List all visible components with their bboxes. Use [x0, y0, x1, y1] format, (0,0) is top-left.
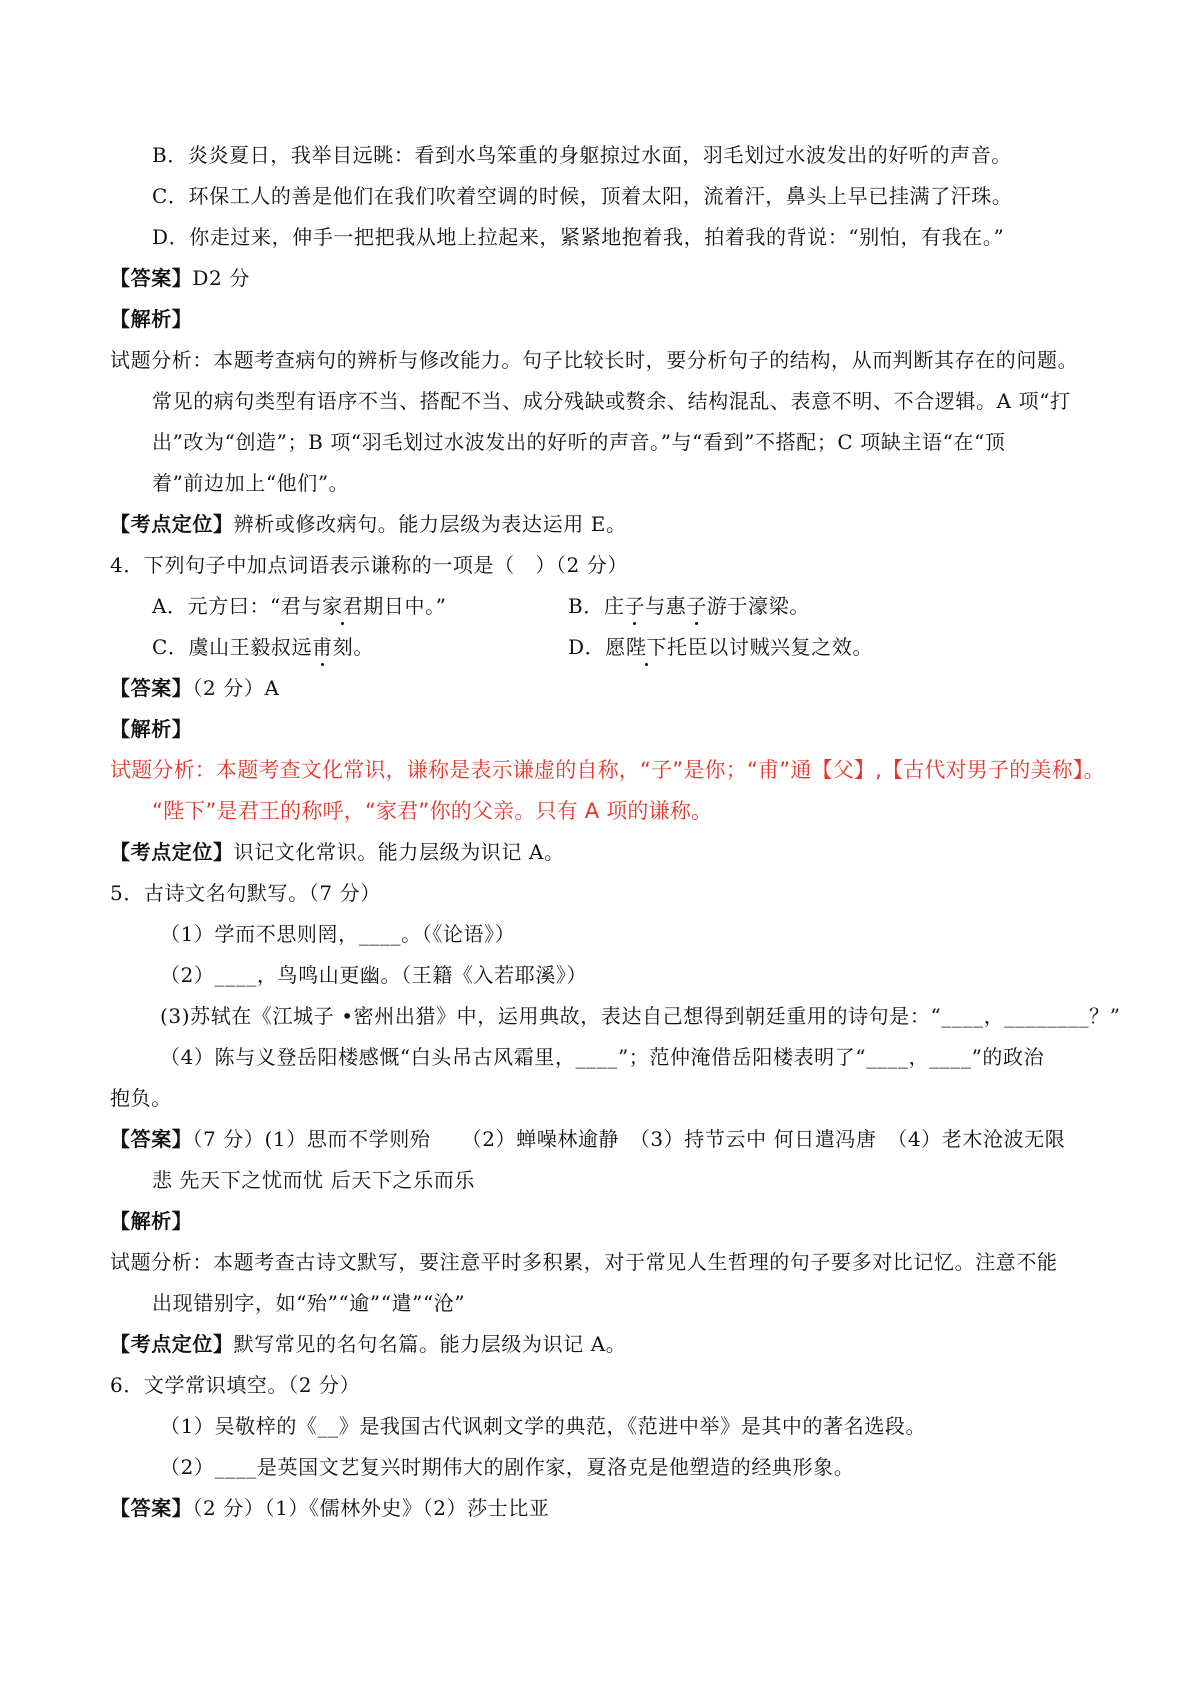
q4-answer-line [110, 674, 280, 702]
q4-point: 识记文化常识。能力层级为识记 A。 [233, 840, 565, 864]
q3-analysis-line-3: 出”改为“创造”；B 项“羽毛划过水波发出的好听的声音。”与“看到”不搭配；C 项缺主语“在“顶 [152, 430, 1006, 454]
q3-analysis-line-4: 着”前边加上“他们”。 [152, 471, 350, 495]
q6-answer-line [110, 1494, 550, 1522]
q4-option-a-text: A．元方曰：“君与 [152, 594, 323, 618]
q3-answer: D2 分 [192, 266, 250, 290]
q4-point-tag: 【考点定位】 [110, 840, 234, 864]
q4-answer-tag: 【答案】 [110, 676, 193, 700]
q6-sub-2: （2）____是英国文艺复兴时期伟大的剧作家，夏洛克是他塑造的经典形象。 [160, 1455, 855, 1479]
q4-option-d-text-end: 托臣以讨贼兴复之效。 [667, 635, 874, 659]
q3-option-c: C．环保工人的善是他们在我们吹着空调的时候，顶着太阳，流着汗，鼻头上早已挂满了汗珠。 [152, 184, 1013, 208]
q3-answer-line [110, 264, 250, 292]
q4-option-d-text: D．愿 [568, 635, 626, 659]
q4-option-d-dotted-word: 陛下 [625, 635, 668, 659]
q4-option-a [152, 592, 447, 620]
q3-answer-tag: 【答案】 [110, 266, 193, 290]
q4-option-a-text-end: 期日中。” [363, 594, 447, 618]
q5-point-tag: 【考点定位】 [110, 1332, 234, 1356]
q3-option-b: B．炎炎夏日，我举目远眺：看到水鸟笨重的身躯掠过水面，羽毛划过水波发出的好听的声音。 [152, 143, 1012, 167]
q5-sub-4-continued: 抱负。 [110, 1086, 172, 1110]
q4-option-b-dotted-word-1: 子 [624, 594, 646, 618]
q4-option-b-text-end: 游于濠梁。 [706, 594, 810, 618]
q5-answer-line [110, 1125, 1065, 1153]
q4-option-c [152, 633, 374, 661]
q6-answer: （2 分）（1）《儒林外史》（2）莎士比亚 [192, 1496, 550, 1520]
q4-option-b-dotted-word-2: 子 [686, 594, 707, 618]
q4-option-b-text-mid: 与惠 [645, 594, 687, 618]
q4-analysis-line-1: 试题分析：本题考查文化常识，谦称是表示谦虚的自称，“子”是你；“甫”通【父】,【古代对男子的美称】。 [110, 758, 1105, 782]
q5-answer: （7 分）(1）思而不学则殆 （2）蝉噪林逾静 （3）持节云中 何日遣冯唐 （4）老木沧波无限 [192, 1127, 1066, 1151]
q5-point: 默写常见的名句名篇。能力层级为识记 A。 [233, 1332, 627, 1356]
q4-point-line [110, 838, 565, 866]
q4-option-c-text: C．虞山王毅叔远 [152, 635, 313, 659]
q4-answer: （2 分）A [192, 676, 280, 700]
q3-point-tag: 【考点定位】 [110, 512, 234, 536]
q3-analysis-line-1: 试题分析：本题考查病句的辨析与修改能力。句子比较长时，要分析句子的结构，从而判断其存在的问题。 [110, 348, 1079, 372]
q4-option-c-dotted-word: 甫 [312, 635, 333, 659]
q4-stem: 4．下列句子中加点词语表示谦称的一项是（ ）（2 分） [110, 553, 629, 577]
q4-option-c-text-end: 刻。 [332, 635, 374, 659]
q3-option-d: D．你走过来，伸手一把把我从地上拉起来，紧紧地抱着我，拍着我的背说：“别怕，有我在。” [152, 225, 1005, 249]
q4-option-d [568, 633, 873, 661]
q6-sub-1: （1）吴敬梓的《__》是我国古代讽刺文学的典范，《范进中举》是其中的著名选段。 [160, 1414, 927, 1438]
q5-point-line [110, 1330, 626, 1358]
q3-point: 辨析或修改病句。能力层级为表达运用 E。 [233, 512, 627, 536]
q5-sub-3: (3)苏轼在《江城子 •密州出猎》中，运用典故，表达自己想得到朝廷重用的诗句是：“____，________？” [160, 1004, 1121, 1028]
q5-analysis-line-2: 出现错别字，如“殆”“逾”“遣”“沧” [152, 1291, 466, 1315]
q3-analysis-line-2: 常见的病句类型有语序不当、搭配不当、成分残缺或赘余、结构混乱、表意不明、不合逻辑。A 项“打 [152, 389, 1071, 413]
q4-analysis-line-2: “陛下”是君王的称呼，“家君”你的父亲。只有 A 项的谦称。 [152, 799, 713, 823]
q6-answer-tag: 【答案】 [110, 1496, 193, 1520]
q5-answer-tag: 【答案】 [110, 1127, 193, 1151]
q3-point-line [110, 510, 627, 538]
q4-option-a-dotted-word: 家君 [322, 594, 364, 618]
q4-analysis-tag: 【解析】 [110, 717, 193, 741]
q5-stem: 5．古诗文名句默写。（7 分） [110, 881, 381, 905]
q4-option-b-text: B．庄 [568, 594, 625, 618]
q4-option-b [568, 592, 810, 620]
q5-sub-2: （2）____，鸟鸣山更幽。（王籍《入若耶溪》） [160, 963, 588, 987]
q5-sub-1: （1）学而不思则罔，____。（《论语》） [160, 922, 516, 946]
q5-sub-4: （4）陈与义登岳阳楼感慨“白头吊古风霜里，____”；范仲淹借岳阳楼表明了“____，____”的政治 [160, 1045, 1045, 1069]
q6-stem: 6．文学常识填空。（2 分） [110, 1373, 361, 1397]
q5-analysis-line-1: 试题分析：本题考查古诗文默写，要注意平时多积累，对于常见人生哲理的句子要多对比记忆。注意不能 [110, 1250, 1058, 1274]
q3-analysis-tag: 【解析】 [110, 307, 193, 331]
q5-analysis-tag: 【解析】 [110, 1209, 193, 1233]
q5-answer-line-2: 悲 先天下之忧而忧 后天下之乐而乐 [152, 1168, 475, 1192]
